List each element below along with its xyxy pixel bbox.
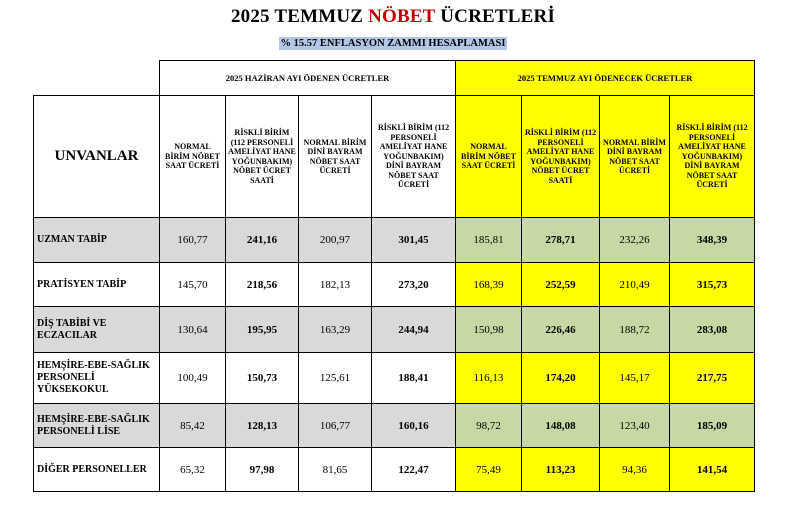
june-value: 122,47 — [372, 448, 456, 492]
june-value: 200,97 — [299, 218, 372, 263]
july-col-risky-holiday: RİSKLİ BİRİM (112 PERSONELİ AMELİYAT HANE YOĞUNBAKIM) DİNİ BAYRAM NÖBET SAAT ÜCRETİ — [670, 96, 755, 218]
june-value: 188,41 — [372, 353, 456, 404]
june-value: 65,32 — [160, 448, 226, 492]
june-value: 182,13 — [299, 263, 372, 307]
july-value: 123,40 — [600, 404, 670, 448]
july-value: 75,49 — [456, 448, 522, 492]
column-header-row — [34, 96, 755, 218]
table-row — [34, 218, 755, 263]
june-value: 150,73 — [226, 353, 299, 404]
row-label: HEMŞİRE-EBE-SAĞLIK PERSONELİ LİSE — [34, 404, 160, 448]
july-value: 283,08 — [670, 307, 755, 353]
july-value: 210,49 — [600, 263, 670, 307]
july-value: 226,46 — [522, 307, 600, 353]
title-suffix: ÜCRETLERİ — [435, 6, 556, 27]
table-row — [34, 404, 755, 448]
row-label: DİĞER PERSONELLER — [34, 448, 160, 492]
unvan-header: UNVANLAR — [34, 96, 160, 218]
july-value: 174,20 — [522, 353, 600, 404]
july-value: 217,75 — [670, 353, 755, 404]
corner-cell — [34, 61, 160, 96]
june-value: 100,49 — [160, 353, 226, 404]
july-value: 348,39 — [670, 218, 755, 263]
wage-table — [33, 60, 755, 492]
july-value: 278,71 — [522, 218, 600, 263]
july-value: 168,39 — [456, 263, 522, 307]
june-value: 218,56 — [226, 263, 299, 307]
june-col-holiday: NORMAL BİRİM DİNİ BAYRAM NÖBET SAAT ÜCRETİ — [299, 96, 372, 218]
row-label: DİŞ TABİBİ VE ECZACILAR — [34, 307, 160, 353]
subtitle-container — [0, 33, 786, 51]
group-june: 2025 HAZİRAN AYI ÖDENEN ÜCRETLER — [160, 61, 456, 96]
table-row — [34, 263, 755, 307]
july-value: 94,36 — [600, 448, 670, 492]
june-value: 163,29 — [299, 307, 372, 353]
july-value: 185,81 — [456, 218, 522, 263]
july-value: 148,08 — [522, 404, 600, 448]
june-value: 273,20 — [372, 263, 456, 307]
july-value: 232,26 — [600, 218, 670, 263]
july-value: 116,13 — [456, 353, 522, 404]
july-value: 185,09 — [670, 404, 755, 448]
june-value: 160,16 — [372, 404, 456, 448]
group-july: 2025 TEMMUZ AYI ÖDENECEK ÜCRETLER — [456, 61, 755, 96]
july-col-holiday: NORMAL BİRİM DİNİ BAYRAM NÖBET SAAT ÜCRETİ — [600, 96, 670, 218]
june-value: 85,42 — [160, 404, 226, 448]
july-value: 252,59 — [522, 263, 600, 307]
subtitle: % 15.57 ENFLASYON ZAMMI HESAPLAMASI — [280, 38, 506, 49]
group-header-row — [34, 61, 755, 96]
june-value: 145,70 — [160, 263, 226, 307]
table-row — [34, 448, 755, 492]
june-value: 244,94 — [372, 307, 456, 353]
row-label: HEMŞİRE-EBE-SAĞLIK PERSONELİ YÜKSEKOKUL — [34, 353, 160, 404]
june-value: 195,95 — [226, 307, 299, 353]
table-row — [34, 353, 755, 404]
june-value: 125,61 — [299, 353, 372, 404]
row-label: UZMAN TABİP — [34, 218, 160, 263]
june-value: 97,98 — [226, 448, 299, 492]
page-title — [0, 6, 786, 28]
table-row — [34, 307, 755, 353]
july-col-risky: RİSKLİ BİRİM (112 PERSONELİ AMELİYAT HANE YOĞUNBAKIM) NÖBET ÜCRET SAATİ — [522, 96, 600, 218]
june-value: 106,77 — [299, 404, 372, 448]
july-value: 188,72 — [600, 307, 670, 353]
june-col-risky: RİSKLİ BİRİM (112 PERSONELİ AMELİYAT HANE YOĞUNBAKIM) NÖBET ÜCRET SAATİ — [226, 96, 299, 218]
june-value: 241,16 — [226, 218, 299, 263]
june-value: 128,13 — [226, 404, 299, 448]
row-label: PRATİSYEN TABİP — [34, 263, 160, 307]
june-value: 160,77 — [160, 218, 226, 263]
july-value: 141,54 — [670, 448, 755, 492]
june-value: 301,45 — [372, 218, 456, 263]
title-prefix: 2025 TEMMUZ — [230, 6, 369, 27]
july-value: 150,98 — [456, 307, 522, 353]
june-value: 81,65 — [299, 448, 372, 492]
june-col-normal: NORMAL BİRİM NÖBET SAAT ÜCRETİ — [160, 96, 226, 218]
july-value: 98,72 — [456, 404, 522, 448]
july-value: 113,23 — [522, 448, 600, 492]
june-value: 130,64 — [160, 307, 226, 353]
july-value: 315,73 — [670, 263, 755, 307]
july-value: 145,17 — [600, 353, 670, 404]
june-col-risky-holiday: RİSKLİ BİRİM (112 PERSONELİ AMELİYAT HANE YOĞUNBAKIM) DİNİ BAYRAM NÖBET SAAT ÜCRETİ — [372, 96, 456, 218]
title-highlight: NÖBET — [368, 6, 436, 27]
july-col-normal: NORMAL BİRİM NÖBET SAAT ÜCRETİ — [456, 96, 522, 218]
